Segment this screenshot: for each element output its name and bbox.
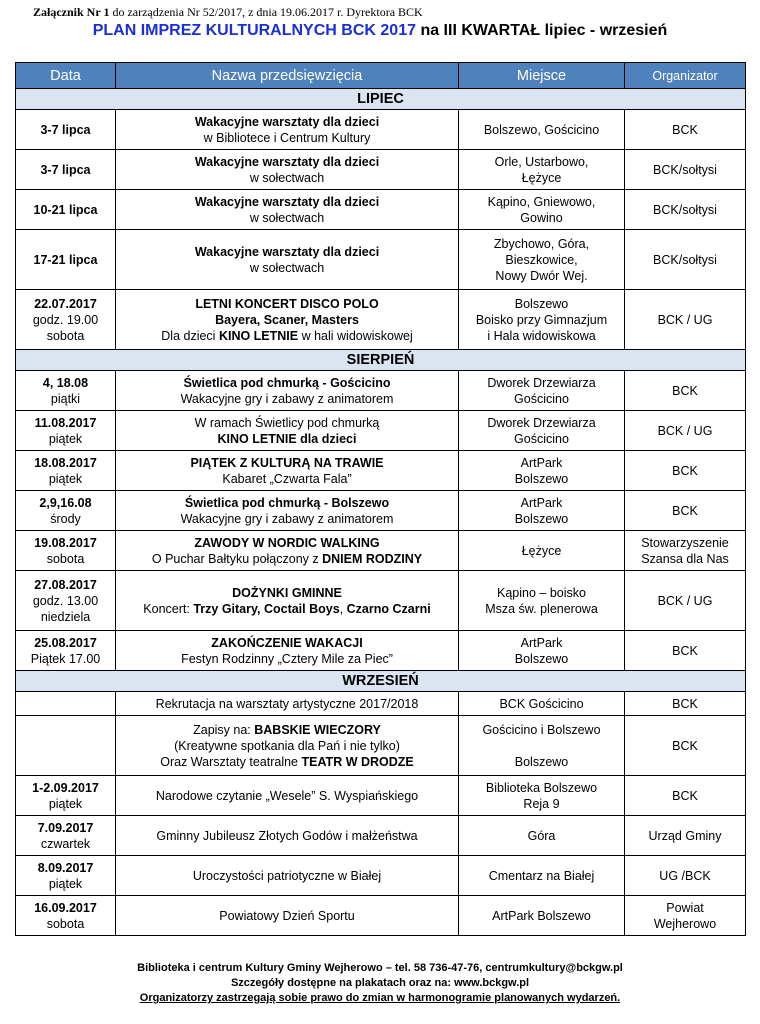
date-cell — [16, 896, 116, 936]
cell-line: BCK Gościcino — [499, 696, 584, 711]
footer — [0, 961, 760, 1006]
cell-line — [19, 738, 112, 754]
attachment-number: Załącznik Nr 1 — [33, 5, 110, 19]
cell-line: Gościcino — [514, 431, 569, 446]
date-cell — [16, 371, 116, 411]
cell-line: 19.08.2017 — [34, 535, 97, 550]
section-row — [16, 671, 746, 692]
column-header-name: Nazwa przedsięwzięcia — [116, 63, 459, 89]
cell-line: BCK / UG — [657, 593, 713, 608]
cell-line: BCK — [672, 788, 698, 803]
cell-line: Reja 9 — [523, 796, 560, 811]
cell-line — [19, 696, 112, 712]
cell-line: BCK/sołtysi — [653, 252, 717, 267]
table-row — [16, 491, 746, 531]
cell-line: BCK/sołtysi — [653, 162, 717, 177]
cell-line: w sołectwach — [249, 170, 325, 185]
place-cell — [459, 692, 625, 716]
place-cell — [459, 531, 625, 571]
cell-line: Bolszewo — [514, 471, 569, 486]
place-cell — [459, 856, 625, 896]
cell-line: Biblioteka Bolszewo — [485, 780, 598, 795]
place-cell — [459, 776, 625, 816]
cell-line: BCK / UG — [657, 423, 713, 438]
organizer-cell — [625, 451, 746, 491]
event-name-cell — [116, 896, 459, 936]
attachment-reference: do zarządzenia Nr 52/2017, z dnia 19.06.2017 r. Dyrektora BCK — [112, 5, 423, 19]
cell-line: Wakacyjne warsztaty dla dzieci — [194, 244, 380, 259]
cell-line: 11.08.2017 — [34, 415, 97, 430]
cell-line: Gowino — [520, 210, 563, 225]
cell-line: PIĄTEK Z KULTURĄ NA TRAWIE — [190, 455, 384, 470]
organizer-cell — [625, 491, 746, 531]
date-cell — [16, 631, 116, 671]
date-cell — [16, 816, 116, 856]
organizer-cell — [625, 896, 746, 936]
quarter-title: na III KWARTAŁ lipiec - wrzesień — [420, 22, 668, 39]
cell-line: BCK — [672, 643, 698, 658]
organizer-cell — [625, 692, 746, 716]
place-cell — [459, 150, 625, 190]
cell-line — [462, 738, 621, 754]
cell-line: ZAWODY W NORDIC WALKING — [194, 535, 380, 550]
date-cell — [16, 856, 116, 896]
cell-line: Nowy Dwór Wej. — [495, 268, 588, 283]
organizer-cell — [625, 571, 746, 631]
cell-line: 3-7 lipca — [40, 162, 91, 177]
date-cell — [16, 451, 116, 491]
cell-line: DOŻYNKI GMINNE — [232, 585, 342, 600]
cell-line: 8.09.2017 — [37, 860, 94, 875]
table-row — [16, 896, 746, 936]
cell-line: Wakacyjne warsztaty dla dzieci — [194, 114, 380, 129]
place-cell — [459, 816, 625, 856]
date-cell — [16, 150, 116, 190]
organizer-cell — [625, 631, 746, 671]
cell-line: Wakacyjne warsztaty dla dzieci — [194, 194, 380, 209]
cell-line: O Puchar Bałtyku połączony z DNIEM RODZINY — [151, 551, 423, 566]
section-row — [16, 350, 746, 371]
place-cell — [459, 230, 625, 290]
organizer-cell — [625, 776, 746, 816]
cell-line: 25.08.2017 — [34, 635, 97, 650]
event-name-cell — [116, 776, 459, 816]
table-row — [16, 776, 746, 816]
column-header-organizer: Organizator — [625, 63, 746, 89]
cell-line: Powiatowy Dzień Sportu — [219, 908, 355, 923]
table-row — [16, 150, 746, 190]
date-cell — [16, 531, 116, 571]
date-cell — [16, 491, 116, 531]
cell-line: Gminny Jubileusz Złotych Godów i małżeństwa — [156, 828, 418, 843]
table-row — [16, 531, 746, 571]
event-name-cell — [116, 531, 459, 571]
event-name-cell — [116, 411, 459, 451]
cell-line: Oraz Warsztaty teatralne TEATR W DRODZE — [160, 754, 414, 769]
cell-line: Wakacyjne gry i zabawy z animatorem — [180, 511, 394, 526]
cell-line: godz. 19.00 — [32, 312, 99, 327]
cell-line: BCK/sołtysi — [653, 202, 717, 217]
cell-line: 7.09.2017 — [37, 820, 94, 835]
cell-line: w sołectwach — [249, 210, 325, 225]
cell-line: piątek — [48, 431, 83, 446]
cell-line: Bayera, Scaner, Masters — [215, 312, 359, 327]
date-cell — [16, 716, 116, 776]
cell-line: Bolszewo — [514, 511, 569, 526]
place-cell — [459, 411, 625, 451]
table-row — [16, 371, 746, 411]
cell-line: BCK — [672, 738, 698, 753]
event-name-cell — [116, 190, 459, 230]
place-cell — [459, 491, 625, 531]
date-cell — [16, 776, 116, 816]
cell-line: Boisko przy Gimnazjum — [475, 312, 608, 327]
cell-line: 3-7 lipca — [40, 122, 91, 137]
date-cell — [16, 692, 116, 716]
plan-title: PLAN IMPREZ KULTURALNYCH BCK 2017 — [92, 22, 416, 39]
cell-line: W ramach Świetlicy pod chmurką — [194, 415, 380, 430]
cell-line: Łężyce — [521, 543, 562, 558]
place-cell — [459, 290, 625, 350]
cell-line: Dworek Drzewiarza — [487, 415, 596, 430]
place-cell — [459, 451, 625, 491]
organizer-cell — [625, 531, 746, 571]
cell-line: 4, 18.08 — [42, 375, 89, 390]
event-name-cell — [116, 371, 459, 411]
cell-line: LETNI KONCERT DISCO POLO — [195, 296, 379, 311]
cell-line: BCK — [672, 503, 698, 518]
cell-line: KINO LETNIE dla dzieci — [217, 431, 357, 446]
cell-line: Bolszewo — [514, 754, 569, 769]
event-name-cell — [116, 150, 459, 190]
organizer-cell — [625, 371, 746, 411]
cell-line: Wakacyjne warsztaty dla dzieci — [194, 154, 380, 169]
cell-line: Świetlica pod chmurką - Bolszewo — [184, 495, 390, 510]
cell-line: Cmentarz na Białej — [488, 868, 595, 883]
organizer-cell — [625, 816, 746, 856]
table-header-row — [16, 63, 746, 89]
event-name-cell — [116, 631, 459, 671]
cell-line: ArtPark — [520, 495, 563, 510]
cell-line: Rekrutacja na warsztaty artystyczne 2017/2018 — [155, 696, 419, 711]
organizer-cell — [625, 230, 746, 290]
place-cell — [459, 190, 625, 230]
table-row — [16, 411, 746, 451]
cell-line: 27.08.2017 — [34, 577, 97, 592]
cell-line: sobota — [46, 551, 85, 566]
cell-line: Koncert: Trzy Gitary, Coctail Boys, Czarno Czarni — [143, 601, 431, 616]
table-body — [16, 89, 746, 936]
organizer-cell — [625, 716, 746, 776]
cell-line: Bieszkowice, — [505, 252, 578, 267]
cell-line: Festyn Rodzinny „Cztery Mile za Piec” — [181, 651, 393, 666]
cell-line: 22.07.2017 — [34, 296, 97, 311]
cell-line: (Kreatywne spotkania dla Pań i nie tylko) — [174, 738, 400, 753]
cell-line: Kabaret „Czwarta Fala” — [222, 471, 352, 486]
place-cell — [459, 631, 625, 671]
event-name-cell — [116, 290, 459, 350]
cell-line: 10-21 lipca — [33, 202, 98, 217]
date-cell — [16, 571, 116, 631]
cell-line: Wakacyjne gry i zabawy z animatorem — [180, 391, 394, 406]
cell-line: w sołectwach — [249, 260, 325, 275]
cell-line: piątek — [48, 471, 83, 486]
cell-line: Piątek 17.00 — [30, 651, 101, 666]
cell-line: Świetlica pod chmurką - Gościcino — [183, 375, 391, 390]
date-cell — [16, 230, 116, 290]
footer-disclaimer: Organizatorzy zastrzegają sobie prawo do zmian w harmonogramie planowanych wydarzeń. — [139, 992, 621, 1004]
footer-details: Szczegóły dostępne na plakatach oraz na: www.bckgw.pl — [230, 977, 530, 989]
page-title — [0, 22, 760, 40]
table-row — [16, 190, 746, 230]
event-name-cell — [116, 571, 459, 631]
date-cell — [16, 290, 116, 350]
column-header-place: Miejsce — [459, 63, 625, 89]
section-title: LIPIEC — [16, 89, 746, 110]
cell-line: czwartek — [40, 836, 91, 851]
table-row — [16, 716, 746, 776]
cell-line: Szansa dla Nas — [641, 551, 729, 566]
organizer-cell — [625, 150, 746, 190]
cell-line: piątki — [50, 391, 81, 406]
cell-line: 1-2.09.2017 — [32, 780, 99, 795]
cell-line: Urząd Gminy — [648, 828, 722, 843]
cell-line: BCK — [672, 122, 698, 137]
cell-line: Orle, Ustarbowo, — [494, 154, 589, 169]
date-cell — [16, 411, 116, 451]
table-row — [16, 571, 746, 631]
table-row — [16, 451, 746, 491]
event-name-cell — [116, 716, 459, 776]
table-row — [16, 692, 746, 716]
cell-line: piątek — [48, 876, 83, 891]
cell-line: godz. 13.00 — [32, 593, 99, 608]
attachment-note — [33, 5, 423, 20]
event-name-cell — [116, 692, 459, 716]
place-cell — [459, 571, 625, 631]
table-row — [16, 631, 746, 671]
organizer-cell — [625, 411, 746, 451]
cell-line: Zapisy na: BABSKIE WIECZORY — [193, 722, 381, 737]
cell-line: Kąpino – boisko — [497, 585, 586, 600]
event-name-cell — [116, 110, 459, 150]
table-row — [16, 110, 746, 150]
cell-line: Łężyce — [521, 170, 562, 185]
cell-line: piątek — [48, 796, 83, 811]
place-cell — [459, 371, 625, 411]
cell-line: ArtPark — [520, 455, 563, 470]
cell-line: Kąpino, Gniewowo, — [487, 194, 596, 209]
event-name-cell — [116, 230, 459, 290]
table-row — [16, 856, 746, 896]
cell-line: 16.09.2017 — [34, 900, 97, 915]
cell-line: i Hala widowiskowa — [487, 328, 596, 343]
section-row — [16, 89, 746, 110]
cell-line: ZAKOŃCZENIE WAKACJI — [211, 635, 363, 650]
cell-line: sobota — [46, 328, 85, 343]
event-name-cell — [116, 451, 459, 491]
cell-line: Stowarzyszenie — [641, 535, 729, 550]
cell-line: Powiat — [666, 900, 704, 915]
section-title: WRZESIEŃ — [16, 671, 746, 692]
cell-line: Dla dzieci KINO LETNIE w hali widowiskowej — [161, 328, 413, 343]
cell-line: BCK — [672, 463, 698, 478]
cell-line: w Bibliotece i Centrum Kultury — [203, 130, 371, 145]
cell-line: Gościcino — [514, 391, 569, 406]
organizer-cell — [625, 110, 746, 150]
organizer-cell — [625, 856, 746, 896]
footer-contact: Biblioteka i centrum Kultury Gminy Wejherowo – tel. 58 736-47-76, centrumkultury@bckgw.pl — [137, 962, 623, 974]
cell-line: Narodowe czytanie „Wesele” S. Wyspiańskiego — [155, 788, 419, 803]
cell-line: Wejherowo — [653, 916, 717, 931]
cell-line: ArtPark — [520, 635, 563, 650]
cell-line: Msza św. plenerowa — [485, 601, 598, 616]
cell-line: Gościcino i Bolszewo — [482, 722, 601, 737]
place-cell — [459, 896, 625, 936]
date-cell — [16, 110, 116, 150]
event-name-cell — [116, 856, 459, 896]
organizer-cell — [625, 190, 746, 230]
cell-line: 17-21 lipca — [33, 252, 98, 267]
cell-line: środy — [50, 511, 81, 526]
section-title: SIERPIEŃ — [16, 350, 746, 371]
column-header-date: Data — [16, 63, 116, 89]
event-name-cell — [116, 491, 459, 531]
cell-line: Bolszewo, Gościcino — [483, 122, 600, 137]
cell-line: Uroczystości patriotyczne w Białej — [192, 868, 382, 883]
table-row — [16, 290, 746, 350]
cell-line: Zbychowo, Góra, — [493, 236, 590, 251]
event-name-cell — [116, 816, 459, 856]
cell-line: Bolszewo — [514, 651, 569, 666]
cell-line: Bolszewo — [514, 296, 569, 311]
date-cell — [16, 190, 116, 230]
cell-line: Góra — [527, 828, 556, 843]
cell-line: Dworek Drzewiarza — [487, 375, 596, 390]
cell-line: BCK / UG — [657, 312, 713, 327]
cell-line: ArtPark Bolszewo — [492, 908, 591, 923]
cell-line: 18.08.2017 — [34, 455, 97, 470]
events-table — [15, 62, 746, 936]
place-cell — [459, 716, 625, 776]
cell-line: BCK — [672, 383, 698, 398]
table-row — [16, 230, 746, 290]
cell-line: niedziela — [40, 609, 91, 624]
organizer-cell — [625, 290, 746, 350]
place-cell — [459, 110, 625, 150]
cell-line: sobota — [46, 916, 85, 931]
cell-line: 2,9,16.08 — [39, 495, 92, 510]
table-row — [16, 816, 746, 856]
cell-line: UG /BCK — [659, 868, 711, 883]
cell-line: BCK — [672, 696, 698, 711]
